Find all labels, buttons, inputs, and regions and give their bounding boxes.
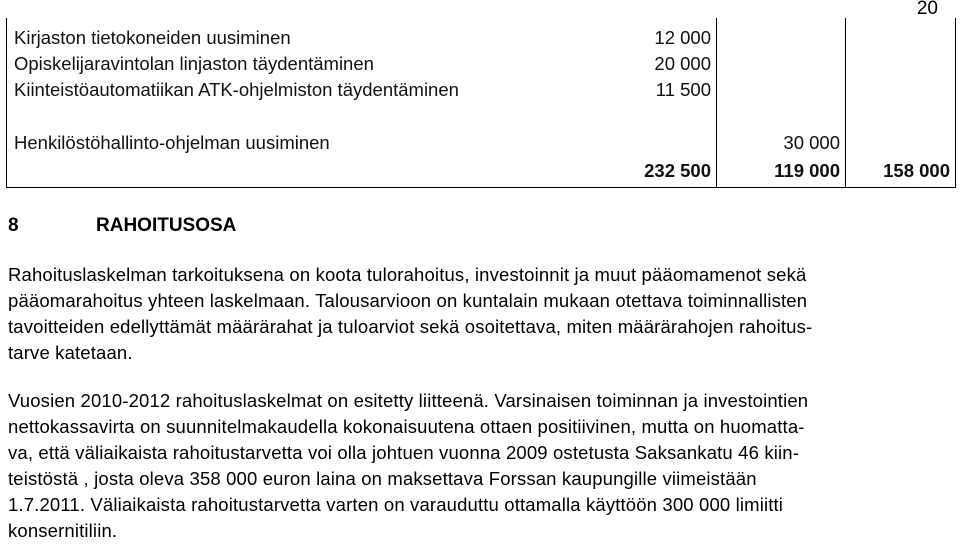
paragraph-line: Vuosien 2010-2012 rahoituslaskelmat on esitetty liitteenä. Varsinaisen toiminnan ja investointien xyxy=(8,390,809,411)
total-col3: 158 000 xyxy=(883,160,950,181)
table-total-row xyxy=(6,159,956,183)
row-value-col2: 30 000 xyxy=(783,132,840,153)
investment-table xyxy=(6,18,956,188)
row-description: Opiskelijaravintolan linjaston täydentäminen xyxy=(14,53,374,74)
total-col2: 119 000 xyxy=(774,160,840,181)
paragraph-financing-statements xyxy=(8,388,944,544)
paragraph-line: tavoitteiden edellyttämät määrärahat ja tuloarviot sekä osoitettava, miten määrärahojen rahoitus- xyxy=(8,316,813,337)
row-description: Henkilöstöhallinto-ohjelman uusiminen xyxy=(14,132,330,153)
table-row xyxy=(6,131,956,155)
paragraph-financing-purpose xyxy=(8,262,944,366)
table-row xyxy=(6,26,956,50)
section-number: 8 xyxy=(8,215,19,236)
paragraph-line: va, että väliaikaista rahoitustarvetta voi olla johtuen vuonna 2009 ostetusta Saksankatu 46 kiin- xyxy=(8,442,799,463)
paragraph-line: pääomarahoitus yhteen laskelmaan. Talousarvioon on kuntalain mukaan otettava toiminnallisten xyxy=(8,290,808,311)
row-description: Kiinteistöautomatiikan ATK-ohjelmiston täydentäminen xyxy=(14,79,459,100)
page-number: 20 xyxy=(916,0,938,19)
table-row xyxy=(6,78,956,102)
paragraph-line: nettokassavirta on suunnitelmakaudella kokonaisuutena ottaen positiivinen, mutta on huomatta- xyxy=(8,416,805,437)
total-col1: 232 500 xyxy=(644,160,711,181)
row-value-col1: 20 000 xyxy=(654,53,711,74)
paragraph-line: teistöstä , josta oleva 358 000 euron laina on maksettava Forssan kaupungille viimeistään xyxy=(8,468,757,489)
row-value-col1: 12 000 xyxy=(654,27,711,48)
paragraph-line: Rahoituslaskelman tarkoituksena on koota tulorahoitus, investoinnit ja muut pääomamenot sekä xyxy=(8,264,807,285)
section-title: RAHOITUSOSA xyxy=(96,215,237,236)
row-value-col1: 11 500 xyxy=(655,79,711,100)
row-description: Kirjaston tietokoneiden uusiminen xyxy=(14,27,291,48)
paragraph-line: tarve katetaan. xyxy=(8,342,133,363)
paragraph-line: konsernitiliin. xyxy=(8,520,118,541)
table-row xyxy=(6,52,956,76)
section-heading xyxy=(8,214,236,238)
table-bottom-border xyxy=(6,187,956,188)
paragraph-line: 1.7.2011. Väliaikaista rahoitustarvetta varten on varauduttu ottamalla käyttöön 300 000 limiitti xyxy=(8,494,784,515)
